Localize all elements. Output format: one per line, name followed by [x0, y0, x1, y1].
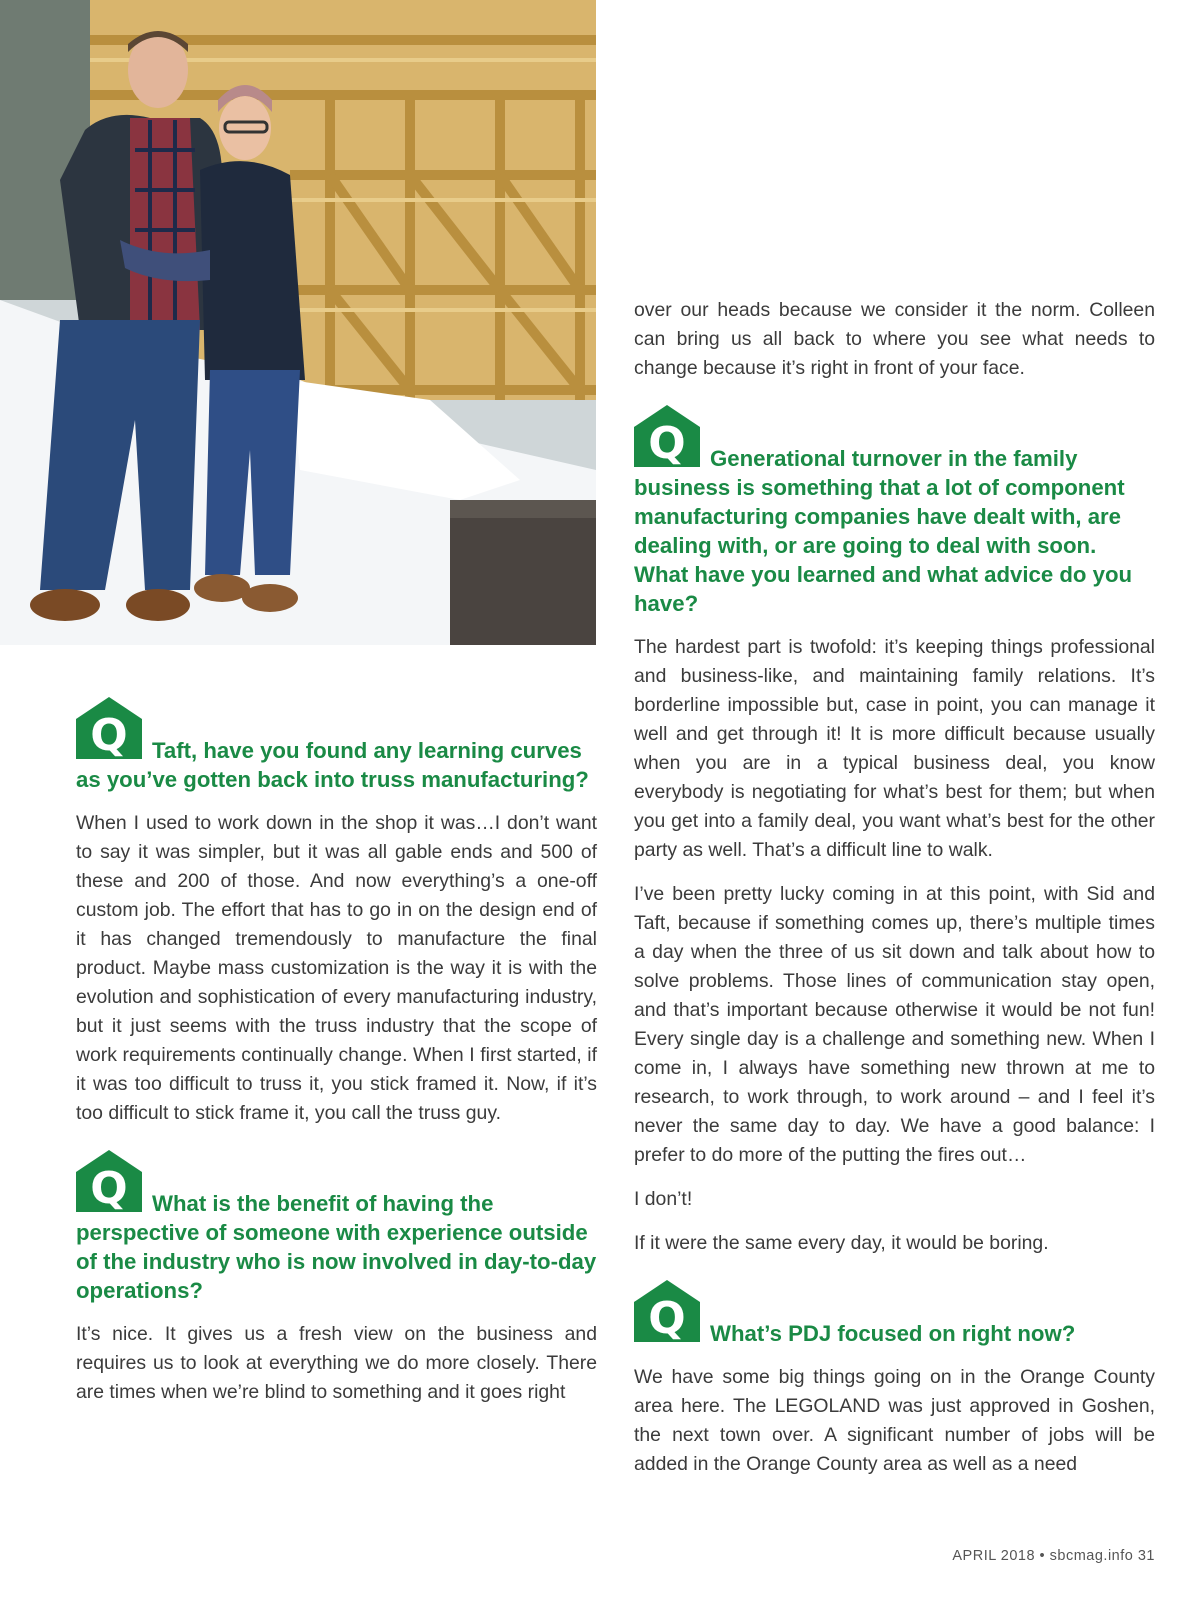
question-block — [634, 1286, 1155, 1348]
answer-paragraph: I don’t! — [634, 1188, 693, 1210]
question-text: Generational turnover in the family business is something that a lot of component manufacturing companies have dealt with, are dealing with, or are going to deal with soon. What have you learned and what advice do you have? — [634, 446, 1133, 616]
question-block — [76, 703, 597, 794]
question-text: What’s PDJ focused on right now? — [710, 1321, 1076, 1346]
question-block — [634, 411, 1155, 618]
question-text: What is the benefit of having the perspective of someone with experience outside of the industry who is now involved in day-to-day operations? — [76, 1191, 597, 1303]
left-column — [76, 703, 597, 1422]
svg-text:Q: Q — [90, 710, 128, 759]
answer-paragraph: over our heads because we consider it the norm. Colleen can bring us all back to where you see what needs to change because it’s right in front of your face. — [634, 299, 1155, 379]
q-house-icon — [634, 1280, 700, 1342]
svg-text:Q: Q — [90, 1163, 128, 1212]
answer-paragraph: The hardest part is twofold: it’s keeping things professional and business-like, and maintaining family relations. It’s borderline impossible but, case in point, you can manage it well and get through it! It is more difficult because usually when you are in a typical business deal, you know everybody is negotiating for what’s best for them; but when you get into a family deal, you want what’s best for the other party as well. That’s a difficult line to walk. — [634, 636, 1155, 861]
article-photo — [0, 0, 596, 645]
answer-paragraph: When I used to work down in the shop it was…I don’t want to say it was simpler, but it was all gable ends and 500 of these and 200 of those. And now everything’s a one-off custom job. The effort that has to go in on the design end of it has changed tremendously to manufacture the final product. Maybe mass customization is the way it is with the evolution and sophistication of every manufacturing industry, but it just seems with the truss industry that the scope of work requirements continually change. When I first started, if it was too difficult to truss it, you stick framed it. Now, if it’s too difficult to stick frame it, you call the truss guy. — [76, 812, 597, 1124]
q-house-icon — [76, 1150, 142, 1212]
page-footer: APRIL 2018 • sbcmag.info 31 — [952, 1548, 1155, 1564]
answer-paragraph: If it were the same every day, it would be boring. — [634, 1232, 1049, 1254]
answer-paragraph: It’s nice. It gives us a fresh view on the business and requires us to look at everything we do more closely. There are times when we’re blind to something and it goes right — [76, 1323, 597, 1403]
answer-paragraph: I’ve been pretty lucky coming in at this point, with Sid and Taft, because if something comes up, there’s multiple times a day when the three of us sit down and talk about how to solve problems. Those lines of communication stay open, and that’s important because otherwise it would be not fun! Every single day is a challenge and something new. When I come in, I always have something new thrown at me to research, to work through, to work around – and I feel it’s never the same day to day. We have a good balance: I prefer to do more of the putting the fires out… — [634, 883, 1155, 1166]
answer-paragraph: We have some big things going on in the Orange County area here. The LEGOLAND was just approved in Goshen, the next town over. A significant number of jobs will be added in the Orange County area as well as a need — [634, 1366, 1155, 1475]
question-text: Taft, have you found any learning curves as you’ve gotten back into truss manufacturing? — [76, 738, 589, 792]
q-house-icon — [76, 697, 142, 759]
question-block — [76, 1156, 597, 1305]
svg-text:Q: Q — [648, 1293, 686, 1342]
right-column — [634, 296, 1155, 1494]
q-house-icon — [634, 405, 700, 467]
svg-text:Q: Q — [648, 418, 686, 467]
